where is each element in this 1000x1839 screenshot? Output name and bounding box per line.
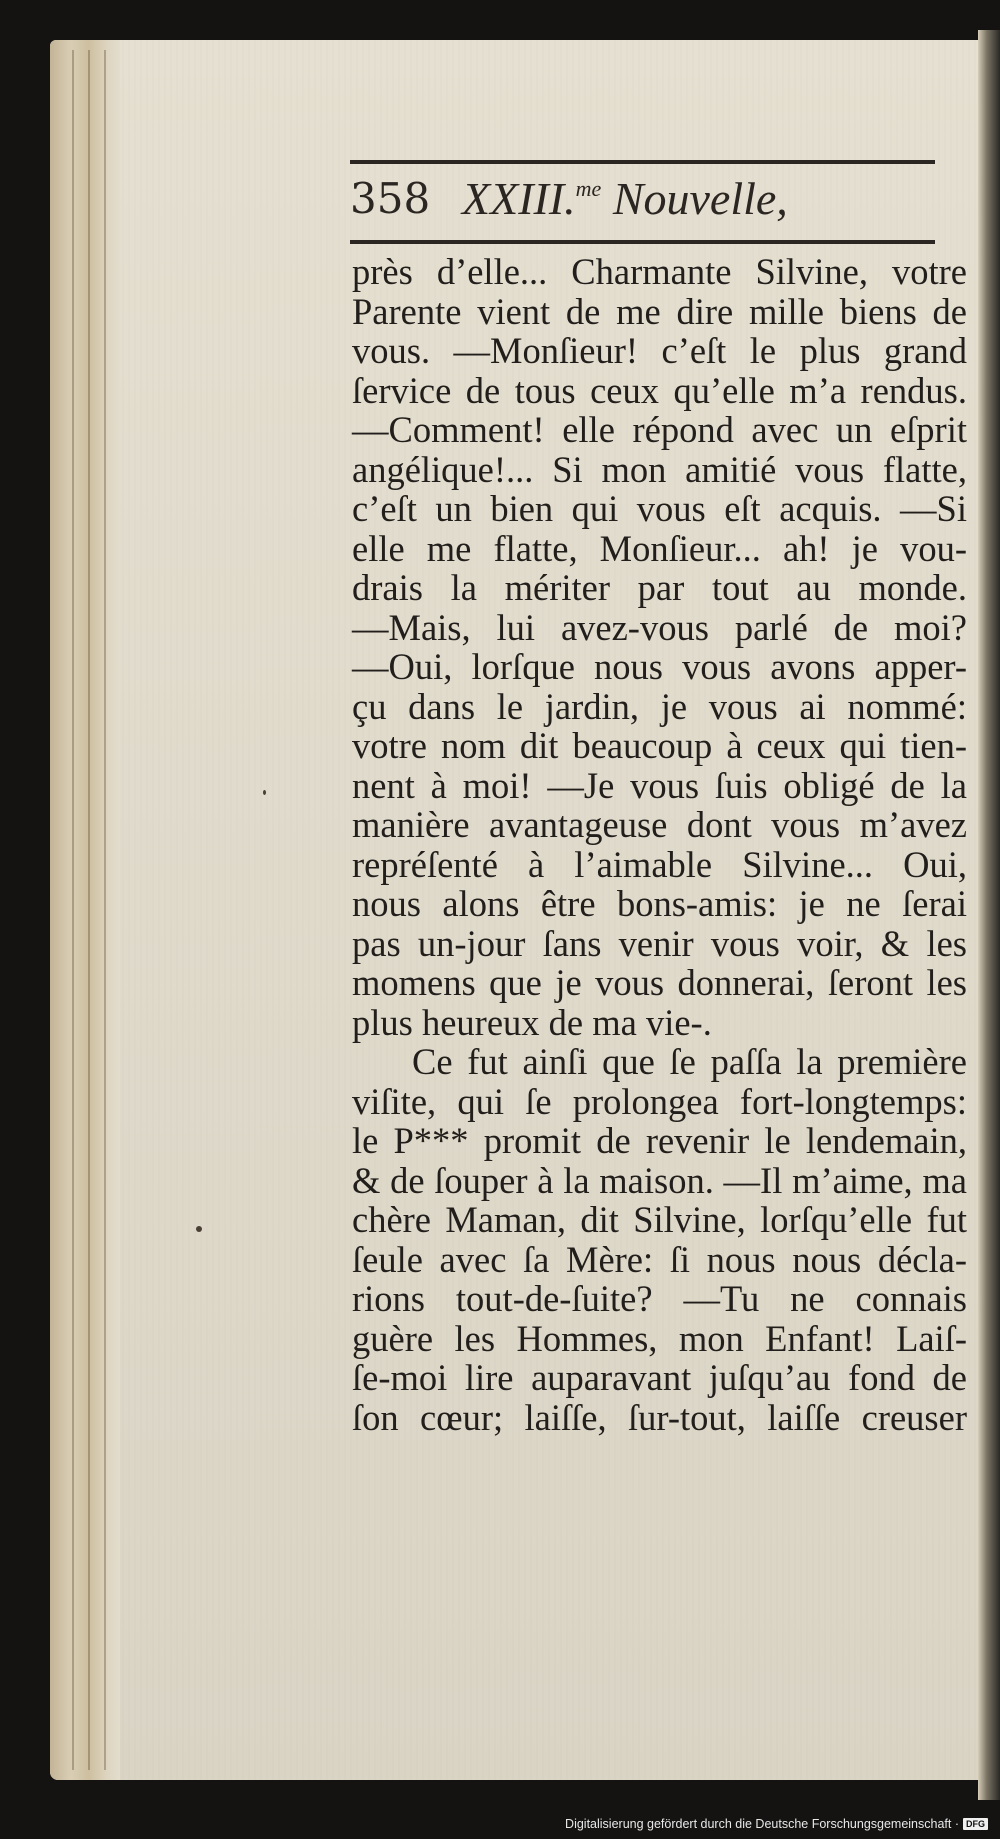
text-line: guère les Hommes, mon Enfant! Laiſ-: [352, 1317, 967, 1359]
text-line: nous alons être bons-amis: je ne ſerai: [352, 883, 967, 924]
text-line: —Comment! elle répond avec un eſprit: [352, 409, 967, 450]
dfg-logo: DFG: [963, 1818, 988, 1830]
text-line: pas un-jour ſans venir vous voir, & les: [352, 922, 967, 964]
text-line: manière avantageuse dont vous m’avez: [352, 804, 967, 845]
credit-text: Digitalisierung gefördert durch die Deutsche Forschungsgemeinschaft ·: [565, 1817, 959, 1831]
text-line: ſe-moi lire auparavant juſqu’au fond de: [352, 1357, 967, 1398]
text-line: çu dans le jardin, je vous ai nommé:: [352, 685, 967, 727]
text-line: elle me flatte, Monſieur... ah! je vou-: [352, 527, 967, 569]
ink-speck: [263, 790, 266, 795]
page-header: [350, 152, 935, 247]
header-rule-bottom: [350, 240, 935, 244]
text-line: ſeule avec ſa Mère: ſi nous nous décla-: [352, 1238, 967, 1280]
text-line: —Mais, lui avez-vous parlé de moi?: [352, 606, 967, 648]
text-line: ſervice de tous ceux qu’elle m’a rendus.: [352, 369, 967, 411]
text-line: —Oui, lorſque nous vous avons apper-: [352, 646, 967, 687]
body-text: [352, 252, 967, 1437]
running-head-superscript: me: [575, 176, 602, 201]
text-line: nent à moi! —Je vous ſuis obligé de la: [352, 764, 967, 806]
running-head: [462, 172, 788, 225]
text-line: angélique!... Si mon amitié vous flatte,: [352, 448, 967, 490]
edge-shadow-line: [88, 50, 90, 1770]
ink-speck: [196, 1226, 202, 1232]
running-head-title: Nouvelle,: [601, 173, 788, 224]
text-line: ſon cœur; laiſſe, ſur-tout, laiſſe creuser: [352, 1396, 967, 1438]
text-line: c’eſt un bien qui vous eſt acquis. —Si: [352, 488, 967, 529]
text-line: Parente vient de me dire mille biens de: [352, 290, 967, 332]
page-number: 358: [350, 174, 431, 223]
text-line: drais la mériter par tout au monde.: [352, 567, 967, 608]
text-line-paragraph-start: Ce fut ainſi que ſe paſſa la première: [412, 1041, 967, 1082]
text-line: vous. —Monſieur! c’eſt le plus grand: [352, 330, 967, 371]
text-line: repréſenté à l’aimable Silvine... Oui,: [352, 843, 967, 885]
text-line: rions tout-de-ſuite? —Tu ne connais: [352, 1278, 967, 1319]
text-line: le P*** promit de revenir le lendemain,: [352, 1120, 967, 1161]
edge-shadow-line: [72, 50, 74, 1770]
text-line: viſite, qui ſe prolongea fort-longtemps:: [352, 1080, 967, 1122]
text-line: près d’elle... Charmante Silvine, votre: [352, 251, 967, 292]
text-line: & de ſouper à la maison. —Il m’aime, ma: [352, 1159, 967, 1201]
text-line: votre nom dit beaucoup à ceux qui tien-: [352, 725, 967, 766]
text-line: momens que je vous donnerai, ſeront les: [352, 962, 967, 1003]
digitization-credit: [565, 1817, 988, 1831]
running-head-numeral: XXIII.: [462, 173, 576, 224]
header-rule-top: [350, 160, 935, 164]
text-line: chère Maman, dit Silvine, lorſqu’elle fut: [352, 1199, 967, 1240]
book-binding-gutter: [978, 30, 1000, 1800]
page-fore-edge: [50, 40, 120, 1780]
text-line: plus heureux de ma vie-.: [352, 1001, 712, 1043]
edge-shadow-line: [104, 50, 106, 1770]
